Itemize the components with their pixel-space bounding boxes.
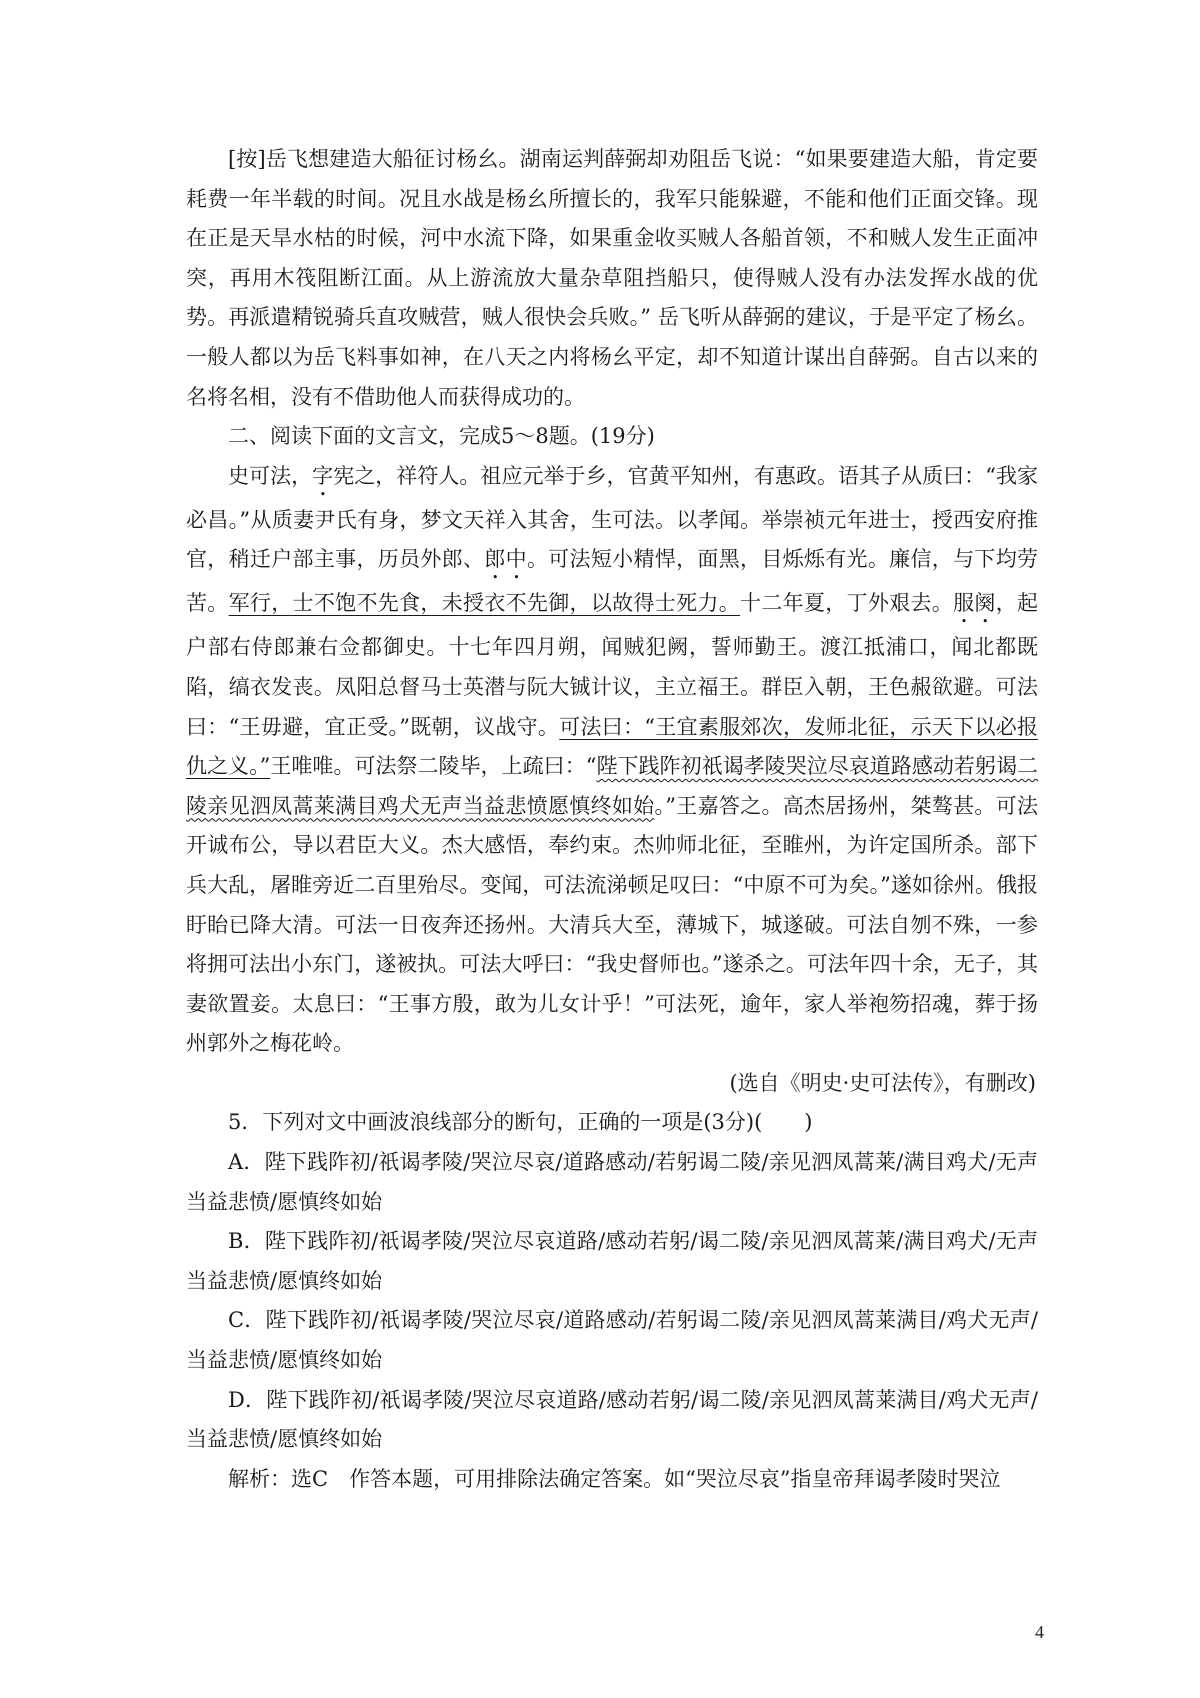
passage-text: ，起户部右侍郎兼右佥都御史。十七年四月朔，闻贼犯阙，誓师勤王。渡江抵浦口，闻北都既陷，缟衣发丧。凤阳总督马士英潜与阮大铖计议，主立福王。群臣入朝，王色赧欲避。可法曰：“王毋避，宜正受。”既朝，议战守。 [186,591,1039,739]
passage-text: 十二年夏，丁外艰去。 [740,591,954,616]
passage-text: 。”王嘉答之。高杰居扬州，桀骜甚。可法开诚布公，导以君臣大义。杰大感悟，奉约束。杰帅师北征，至睢州，为许定国所杀。部下兵大乱，屠睢旁近二百里殆尽。变闻，可法流涕顿足叹曰：“中原不可为矣。”遂如徐州。俄报盱眙已降大清。可法一日夜奔还扬州。大清兵大至，薄城下，城遂破。可法自刎不殊，一参将拥可法出小东门，遂被执。可法大呼曰：“我史督师也。”遂杀之。可法年四十余，无子，其妻欲置妾。太息曰：“王事方殷，敢为儿女计乎！”可法死，逾年，家人举袍笏招魂，葬于扬州郭外之梅花岭。 [186,793,1039,1056]
passage-text: 王唯唯。可法祭二陵毕，上疏曰：“ [270,754,597,779]
option-c: C．陛下践阼初/祇谒孝陵/哭泣尽哀/道路感动/若躬谒二陵/亲见泗凤蒿莱满目/鸡犬无声/当益悲愤/愿慎终如始 [186,1308,1038,1373]
document-body [186,140,1038,1499]
passage-source: (选自《明史·史可法传》，有删改) [729,1070,1036,1095]
dotted-word: 阕 [974,591,996,616]
classical-passage [186,457,1038,1064]
wavy-underlined-passage: 陛下践阼初祇谒孝陵哭泣尽哀道路感动若躬谒二陵亲见泗凤蒿莱满目鸡犬无声当益悲愤愿慎终如始 [186,754,1038,818]
option-a: A．陛下践阼初/祇谒孝陵/哭泣尽哀/道路感动/若躬谒二陵/亲见泗凤蒿莱/满目鸡犬/无声当益悲愤/愿慎终如始 [186,1150,1038,1214]
dotted-word: 服 [953,591,975,616]
passage-text: 史可法， [228,463,313,488]
option-b: B．陛下践阼初/祇谒孝陵/哭泣尽哀道路/感动若躬/谒二陵/亲见泗凤蒿莱/满目鸡犬/无声当益悲愤/愿慎终如始 [186,1229,1038,1293]
dotted-word: 中 [505,547,527,572]
answer-analysis: 解析：选C 作答本题，可用排除法确定答案。如“哭泣尽哀”指皇帝拜谒孝陵时哭泣 [228,1466,1001,1491]
translation-note-paragraph: [按]岳飞想建造大船征讨杨幺。湖南运判薛弼却劝阻岳飞说：“如果要建造大船，肯定要耗费一年半载的时间。况且水战是杨幺所擅长的，我军只能躲避，不能和他们正面交锋。现在正是天旱水枯的时候，河中水流下降，如果重金收买贼人各船首领，不和贼人发生正面冲突，再用木筏阻断江面。从上游流放大量杂草阻挡船只，使得贼人没有办法发挥水战的优势。再派遣精锐骑兵直攻贼营，贼人很快会兵败。” 岳飞听从薛弼的建议，于是平定了杨幺。一般人都以为岳飞料事如神，在八天之内将杨幺平定，却不知道计谋出自薛弼。自古以来的名将名相，没有不借助他人而获得成功的。 [186,147,1038,409]
passage-text: 宪之，祥符人。祖应元举于乡，官黄平知州，有惠政。语其子从质曰：“我家必昌。”从质妻尹氏有身，梦文天祥入其舍，生可法。以孝闻。举崇祯元年进士，授西安府推官，稍迁户部主事，历员外郎、 [186,463,1039,572]
underlined-sentence-1: 军行，士不饱不先食，未授衣不先御，以故得士死力。 [228,591,741,616]
question-5-stem: 5．下列对文中画波浪线部分的断句，正确的一项是(3分)( ) [228,1110,813,1135]
section-heading: 二、阅读下面的文言文，完成5～8题。(19分) [228,424,655,449]
passage-text: 。可法短小精悍，面黑，目烁烁有光。廉信，与下均劳苦。 [186,547,1039,616]
dotted-word: 郎 [484,547,506,572]
option-d: D．陛下践阼初/祇谒孝陵/哭泣尽哀道路/感动若躬/谒二陵/亲见泗凤蒿莱满目/鸡犬无声/当益悲愤/愿慎终如始 [186,1387,1038,1452]
underlined-sentence-2: 可法曰：“王宜素服郊次，发师北征，示天下以必报仇之义。” [186,714,1038,779]
page-number: 4 [1035,1622,1044,1642]
dotted-word: 字 [312,463,334,488]
